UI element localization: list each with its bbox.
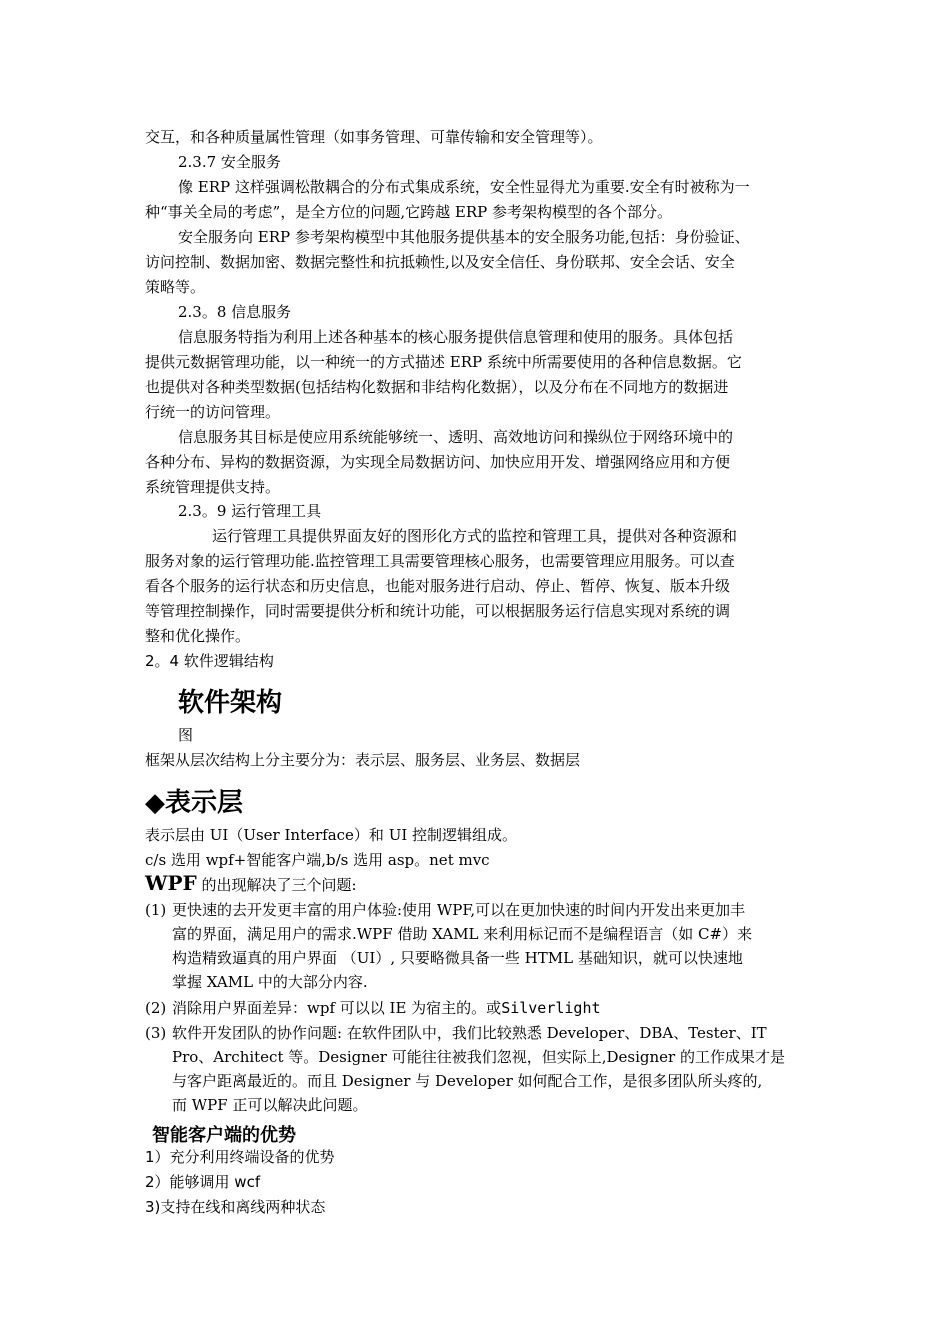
list-item-line: 更快速的去开发更丰富的用户体验:使用 WPF,可以在更加快速的时间内开发出来更加丰 xyxy=(172,901,746,919)
paragraph-line: 表示层由 UI（User Interface）和 UI 控制逻辑组成。 xyxy=(145,826,518,844)
paragraph-line: 运行管理工具提供界面友好的图形化方式的监控和管理工具，提供对各种资源和 xyxy=(212,527,738,545)
list-item-line: 与客户距离最近的。而且 Designer 与 Developer 如何配合工作，是很多团队所头疼的, xyxy=(172,1072,763,1090)
paragraph-line: 服务对象的运行管理功能.监控管理工具需要管理核心服务，也需要管理应用服务。可以查 xyxy=(145,552,735,570)
section-heading-2-4: 2。4 软件逻辑结构 xyxy=(145,652,274,670)
paragraph-line: 行统一的访问管理。 xyxy=(145,403,281,421)
paragraph-line: 信息服务特指为利用上述各种基本的核心服务提供信息管理和使用的服务。具体包括 xyxy=(178,328,734,346)
list-item: 1）充分利用终端设备的优势 xyxy=(145,1148,335,1166)
list-item-line: 软件开发团队的协作问题: 在软件团队中，我们比较熟悉 Developer、DBA、Tester、IT xyxy=(172,1024,767,1042)
paragraph-line: 整和优化操作。 xyxy=(145,627,251,645)
paragraph-line: 看各个服务的运行状态和历史信息，也能对服务进行启动、停止、暂停、恢复、版本升级 xyxy=(145,577,731,595)
list-item-line: 富的界面，满足用户的需求.WPF 借助 XAML 来利用标记而不是编程语言（如 C#）来 xyxy=(172,925,753,943)
silverlight-text: Silverlight xyxy=(501,999,601,1017)
paragraph-line: 访问控制、数据加密、数据完整性和抗抵赖性,以及安全信任、身份联邦、安全会话、安全 xyxy=(145,253,735,271)
paragraph-line: c/s 选用 wpf+智能客户端,b/s 选用 asp。net mvc xyxy=(145,851,490,869)
figure-label: 图 xyxy=(178,726,194,744)
heading-smart-client-advantages: 智能客户端的优势 xyxy=(152,1125,296,1146)
paragraph-line: 各种分布、异构的数据资源，为实现全局数据访问、加快应用开发、增强网络应用和方便 xyxy=(145,453,731,471)
heading-presentation-layer: ◆表示层 xyxy=(145,788,243,818)
wpf-intro-text: 的出现解决了三个问题: xyxy=(196,876,357,894)
list-item-line: Pro、Architect 等。Designer 可能往往被我们忽视，但实际上,Designer 的工作成果才是 xyxy=(172,1048,785,1066)
list-item: 3)支持在线和离线两种状态 xyxy=(145,1198,326,1216)
list-item-line: 掌握 XAML 中的大部分内容. xyxy=(172,973,368,991)
paragraph-line: 等管理控制操作，同时需要提供分析和统计功能，可以根据服务运行信息实现对系统的调 xyxy=(145,602,731,620)
wpf-intro-line xyxy=(145,873,357,895)
paragraph-line: 交互，和各种质量属性管理（如事务管理、可靠传输和安全管理等）。 xyxy=(145,128,603,146)
wpf-label: WPF xyxy=(145,871,197,895)
list-item-line: 构造精致逼真的用户界面 （UI）, 只要略微具备一些 HTML 基础知识，就可以快速地 xyxy=(172,949,743,967)
list-item: 2）能够调用 wcf xyxy=(145,1173,261,1191)
paragraph-line: 种“事关全局的考虑”，是全方位的问题,它跨越 ERP 参考架构模型的各个部分。 xyxy=(145,203,672,221)
section-heading-2-3-8: 2.3。8 信息服务 xyxy=(178,303,292,321)
paragraph-line: 也提供对各种类型数据(包括结构化数据和非结构化数据），以及分布在不同地方的数据进 xyxy=(145,378,729,396)
list-item-number: (3) xyxy=(145,1024,167,1042)
paragraph-line: 安全服务向 ERP 参考架构模型中其他服务提供基本的安全服务功能,包括：身份验证、 xyxy=(178,228,750,246)
list-item-line: 而 WPF 正可以解决此问题。 xyxy=(172,1096,368,1114)
paragraph-line: 提供元数据管理功能，以一种统一的方式描述 ERP 系统中所需要使用的各种信息数据。它 xyxy=(145,353,742,371)
section-heading-2-3-7: 2.3.7 安全服务 xyxy=(178,153,281,171)
heading-software-architecture: 软件架构 xyxy=(178,688,283,718)
list-item-line xyxy=(172,998,601,1018)
section-heading-2-3-9: 2.3。9 运行管理工具 xyxy=(178,502,322,520)
list-item-number: (2) xyxy=(145,999,167,1017)
paragraph-line: 像 ERP 这样强调松散耦合的分布式集成系统，安全性显得尤为重要.安全有时被称为一 xyxy=(178,178,750,196)
list-item-text: 消除用户界面差异：wpf 可以以 IE 为宿主的。或 xyxy=(172,999,502,1017)
paragraph-line: 系统管理提供支持。 xyxy=(145,478,281,496)
paragraph-line: 策略等。 xyxy=(145,278,206,296)
list-item-number: (1) xyxy=(145,901,167,919)
layers-sentence: 框架从层次结构上分主要分为：表示层、服务层、业务层、数据层 xyxy=(145,751,581,769)
paragraph-line: 信息服务其目标是使应用系统能够统一、透明、高效地访问和操纵位于网络环境中的 xyxy=(178,428,734,446)
